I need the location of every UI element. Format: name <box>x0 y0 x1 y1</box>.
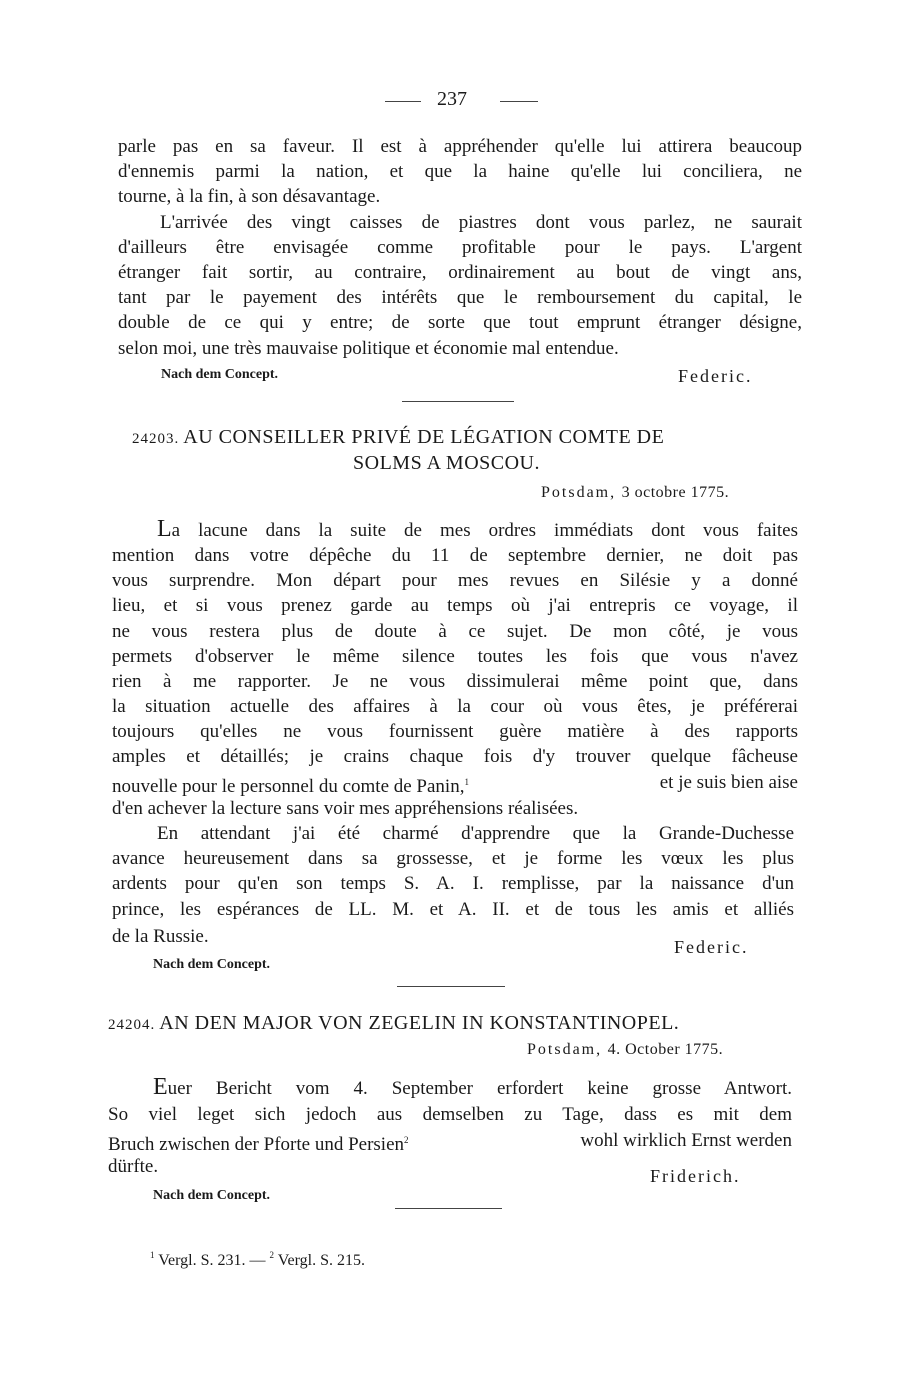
line-text: a lacune dans la suite de mes ordres immédiats dont vous faites <box>171 520 798 541</box>
letter-24204-dateline <box>527 1041 723 1059</box>
intro-p2-line-4: tant par le payement des intérêts que le remboursement du capital, le <box>118 287 802 308</box>
letter-24203-p2-line-1: En attendant j'ai été charmé d'apprendre que la Grande-Duchesse <box>157 823 794 844</box>
footnotes <box>150 1250 365 1270</box>
intro-p2-line-2: d'ailleurs être envisagée comme profitable pour le pays. L'argent <box>118 237 802 258</box>
letter-24203-p2-line-2: avance heureusement dans sa grossesse, et je forme les vœux les plus <box>112 848 794 869</box>
header-rule-left <box>385 101 421 102</box>
letter-24204-p1-line-1 <box>153 1075 792 1101</box>
intro-source-note: Nach dem Concept. <box>161 367 279 382</box>
section-divider-1 <box>402 401 514 402</box>
line-text-after: wohl wirklich Ernst werden <box>580 1130 792 1151</box>
letter-24203-p1-line-6: permets d'observer le même silence toutes les fois que vous n'avez <box>112 646 798 667</box>
line-text-before: Bruch zwischen der Pforte und Persien <box>108 1134 405 1155</box>
initial-letter: E <box>153 1074 168 1100</box>
section-divider-2 <box>397 986 505 987</box>
letter-24203-p1-line-3: vous surprendre. Mon départ pour mes revues en Silésie y a donné <box>112 570 798 591</box>
letter-24204-signature: Friderich. <box>650 1166 741 1186</box>
letter-24203-p1-line-4: lieu, et si vous prenez garde au temps où j'ai entrepris ce voyage, il <box>112 595 798 616</box>
dateline-place: Potsdam, <box>541 484 617 501</box>
line-text: uer Bericht vom 4. September erfordert keine grosse Antwort. <box>167 1078 792 1099</box>
letter-24204-p1-line-2: So viel leget sich jedoch aus demselben zu Tage, dass es mit dem <box>108 1104 792 1125</box>
letter-24204-heading <box>108 1012 679 1035</box>
intro-line-1: parle pas en sa faveur. Il est à appréhender qu'elle lui attirera beaucoup <box>118 136 802 157</box>
letter-24203-p2-line-3: ardents pour qu'en son temps S. A. I. remplisse, par la naissance d'un <box>112 873 794 894</box>
footnote-2-text: Vergl. S. 215. <box>277 1252 365 1269</box>
intro-signature: Federic. <box>678 366 753 386</box>
letter-24203-heading-line-1 <box>132 426 664 449</box>
letter-24203-signature: Federic. <box>674 937 749 957</box>
letter-24203-p1-line-7: rien à me rapporter. Je ne vous dissimulerai même point que, dans <box>112 671 798 692</box>
header-rule-right <box>500 101 538 102</box>
footnote-1-text: Vergl. S. 231. — <box>158 1252 266 1269</box>
page-number: 237 <box>437 88 467 110</box>
letter-24203-p2-line-4: prince, les espérances de LL. M. et A. II. et de tous les amis et alliés <box>112 899 794 920</box>
letter-24204-source-note: Nach dem Concept. <box>153 1188 271 1203</box>
letter-24203-heading-line-2: SOLMS A MOSCOU. <box>353 452 541 474</box>
letter-24203-dateline <box>541 484 729 502</box>
intro-p2-line-1: L'arrivée des vingt caisses de piastres dont vous parlez, ne saurait <box>160 212 802 233</box>
dateline-date: 4. October 1775. <box>607 1041 724 1058</box>
footnote-1-mark: 1 <box>150 1250 155 1260</box>
line-text-before: nouvelle pour le personnel du comte de Panin, <box>112 776 465 797</box>
letter-heading: AU CONSEILLER PRIVÉ DE LÉGATION COMTE DE <box>183 426 665 448</box>
letter-24203-p1-line-5: ne vous restera plus de doute à ce sujet. De mon côté, je vous <box>112 621 798 642</box>
intro-line-3: tourne, à la fin, à son désavantage. <box>118 186 381 207</box>
letter-number: 24203. <box>132 431 180 447</box>
footnote-2-mark: 2 <box>269 1250 274 1260</box>
line-text-after: et je suis bien aise <box>659 772 798 793</box>
letter-heading: AN DEN MAJOR VON ZEGELIN IN KONSTANTINOPEL. <box>159 1012 680 1034</box>
letter-24204-p1-line-4: dürfte. <box>108 1156 159 1177</box>
footnote-mark-1: 1 <box>464 777 469 787</box>
letter-24204-p1-line-3 <box>108 1128 792 1157</box>
letter-24203-p2-line-5: de la Russie. <box>112 926 209 947</box>
intro-p2-line-6: selon moi, une très mauvaise politique et économie mal entendue. <box>118 338 619 359</box>
letter-number: 24204. <box>108 1017 156 1033</box>
intro-line-2: d'ennemis parmi la nation, et que la haine qu'elle lui conciliera, ne <box>118 161 802 182</box>
letter-24203-source-note: Nach dem Concept. <box>153 957 271 972</box>
letter-24203-p1-line-9: toujours qu'elles ne vous fournissent guère matière à des rapports <box>112 721 798 742</box>
letter-24203-p1-line-12: d'en achever la lecture sans voir mes appréhensions réalisées. <box>112 798 579 819</box>
letter-24203-p1-line-11 <box>112 770 798 799</box>
letter-24203-p1-line-2: mention dans votre dépêche du 11 de septembre dernier, ne doit pas <box>112 545 798 566</box>
initial-letter: L <box>157 516 172 542</box>
intro-p2-line-5: double de ce qui y entre; de sorte que tout emprunt étranger désigne, <box>118 312 802 333</box>
letter-24203-p1-line-10: amples et détaillés; je crains chaque fois d'y trouver quelque fâcheuse <box>112 746 798 767</box>
letter-24203-p1-line-8: la situation actuelle des affaires à la cour où vous êtes, je préférerai <box>112 696 798 717</box>
letter-24203-p1-line-1 <box>157 517 798 543</box>
intro-p2-line-3: étranger fait sortir, au contraire, ordinairement au bout de vingt ans, <box>118 262 802 283</box>
dateline-place: Potsdam, <box>527 1041 603 1058</box>
footnote-mark-2: 2 <box>404 1135 409 1145</box>
section-divider-3 <box>395 1208 502 1209</box>
dateline-date: 3 octobre 1775. <box>621 484 730 501</box>
